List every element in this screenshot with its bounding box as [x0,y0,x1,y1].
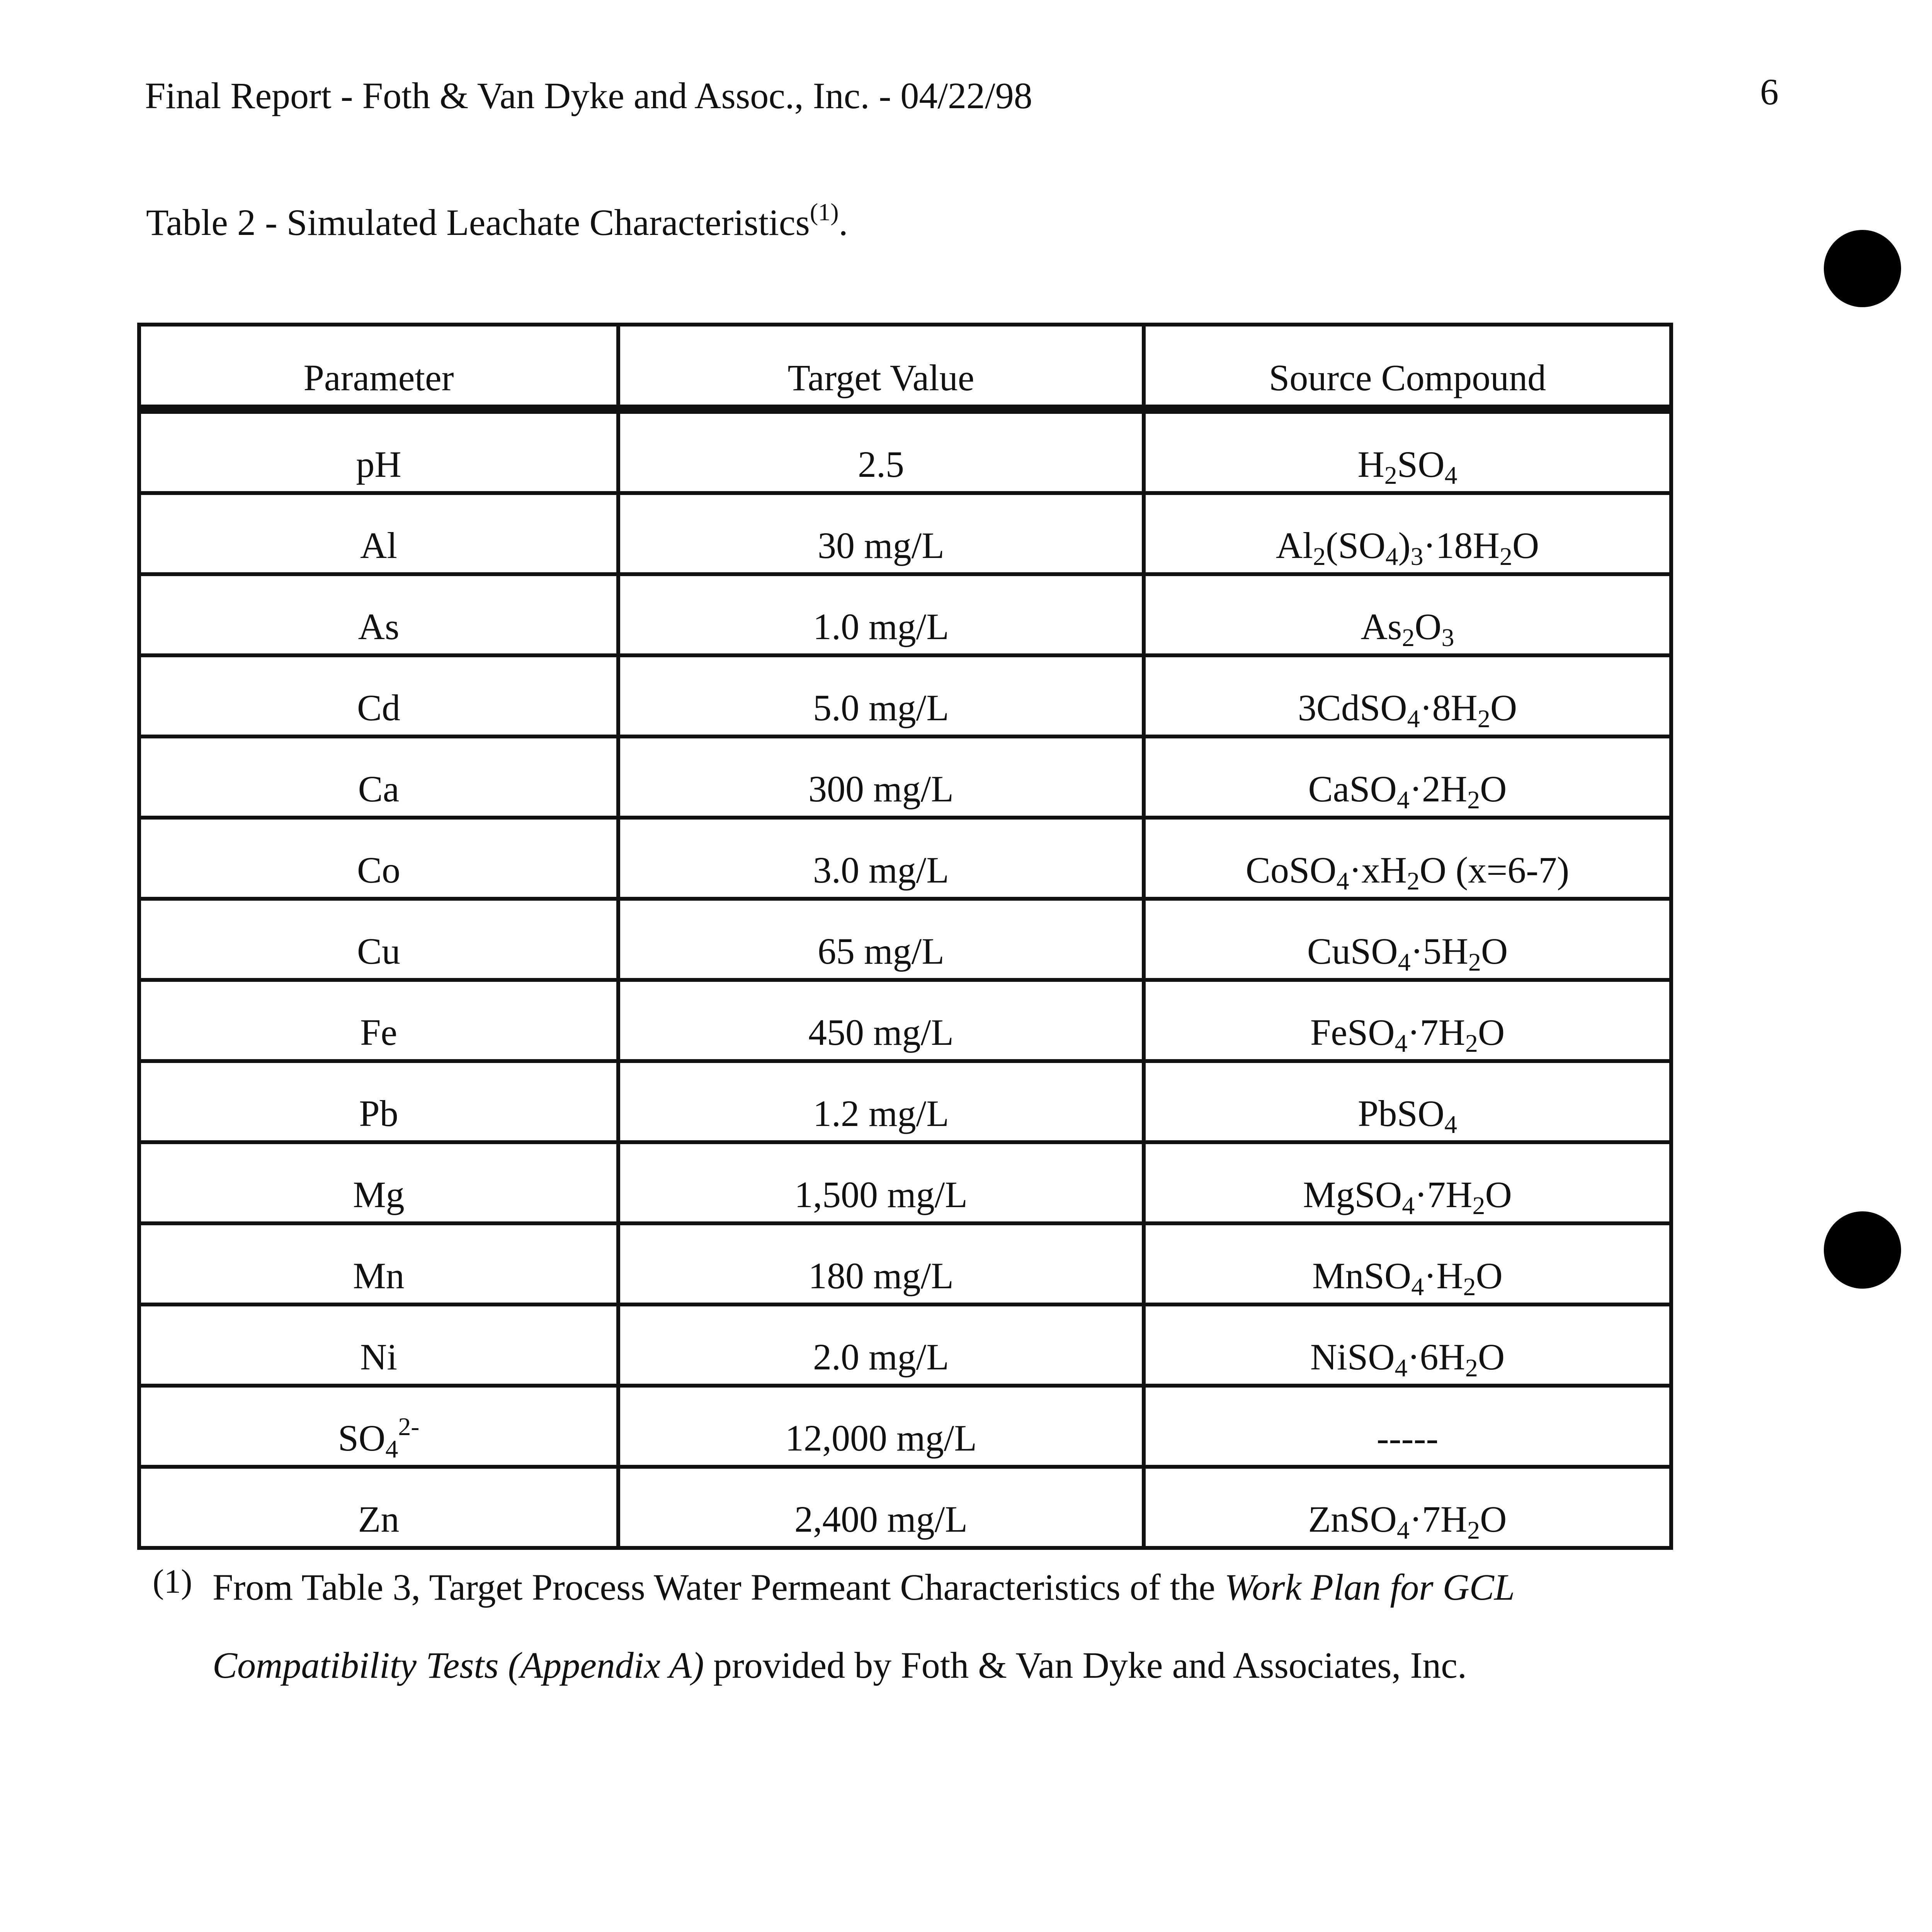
header-source-compound: Source Compound [1144,325,1671,409]
table-row [139,899,1671,980]
target-value-cell: 450 mg/L [618,980,1144,1061]
target-value-cell: 30 mg/L [618,493,1144,574]
source-compound-cell: $FeSO_4\cdot 7H_2O$ [1144,980,1671,1061]
table-row [139,409,1671,493]
table-row [139,1223,1671,1304]
table-body [139,409,1671,1548]
target-value-cell: 12,000 mg/L [618,1386,1144,1467]
parameter-cell: As [139,574,618,655]
caption-period: . [838,202,848,243]
source-compound-cell: $H_2SO_4$ [1144,409,1671,493]
parameter-cell: Cu [139,899,618,980]
target-value-cell: 3.0 mg/L [618,818,1144,899]
footnote-italic-1: Work Plan for GCL [1225,1566,1515,1608]
table-row [139,1142,1671,1223]
table-row [139,736,1671,818]
source-compound-cell: $CuSO_4\cdot 5H_2O$ [1144,899,1671,980]
table-row [139,655,1671,736]
parameter-cell: Ca [139,736,618,818]
parameter-cell: $SO_4^{2-}$ [139,1386,618,1467]
source-compound-cell: $CaSO_4\cdot 2H_2O$ [1144,736,1671,818]
source-compound-cell: $3CdSO_4\cdot 8H_2O$ [1144,655,1671,736]
parameter-cell: Zn [139,1467,618,1548]
parameter-cell: Ni [139,1304,618,1386]
source-compound-cell: $CoSO_4\cdot xH_2O$ (x=6-7) [1144,818,1671,899]
target-value-cell: 2,400 mg/L [618,1467,1144,1548]
parameter-cell: Mn [139,1223,618,1304]
header-parameter: Parameter [139,325,618,409]
table-caption [146,198,848,243]
table-row [139,818,1671,899]
table-header-row [139,325,1671,409]
parameter-cell: Fe [139,980,618,1061]
target-value-cell: 180 mg/L [618,1223,1144,1304]
source-compound-cell: $NiSO_4\cdot 6H_2O$ [1144,1304,1671,1386]
binder-hole-top [1824,230,1901,307]
target-value-cell: 2.5 [618,409,1144,493]
table-caption-text: Table 2 - Simulated Leachate Characteristics [146,202,810,243]
footnote-line-2 [213,1647,1467,1684]
target-value-cell: 300 mg/L [618,736,1144,818]
target-value-cell: 1.0 mg/L [618,574,1144,655]
target-value-cell: 1,500 mg/L [618,1142,1144,1223]
leachate-table [137,323,1673,1550]
parameter-cell: Co [139,818,618,899]
source-compound-cell: $MnSO_4\cdot H_2O$ [1144,1223,1671,1304]
footnote-text-1: From Table 3, Target Process Water Permeant Characteristics of the [213,1566,1225,1608]
source-compound-cell: $MgSO_4\cdot 7H_2O$ [1144,1142,1671,1223]
table-row [139,574,1671,655]
report-header: Final Report - Foth & Van Dyke and Assoc., Inc. - 04/22/98 [145,75,1032,116]
source-compound-cell: PbSO$_4$ [1144,1061,1671,1142]
target-value-cell: 65 mg/L [618,899,1144,980]
parameter-cell: Mg [139,1142,618,1223]
caption-footnote-ref: (1) [810,198,839,226]
page-number: 6 [1760,71,1779,112]
source-compound-cell: $As_2O_3$ [1144,574,1671,655]
target-value-cell: 5.0 mg/L [618,655,1144,736]
target-value-cell: 2.0 mg/L [618,1304,1144,1386]
table-row [139,1304,1671,1386]
parameter-cell: Cd [139,655,618,736]
source-compound-cell: $Al_2(SO_4)_3\cdot 18H_2O$ [1144,493,1671,574]
parameter-cell: pH [139,409,618,493]
table-row [139,1061,1671,1142]
source-compound-cell: ----- [1144,1386,1671,1467]
table-row [139,1467,1671,1548]
parameter-cell: Al [139,493,618,574]
target-value-cell: 1.2 mg/L [618,1061,1144,1142]
table-row [139,493,1671,574]
footnote-line-1 [213,1566,1515,1608]
footnote-text-2: provided by Foth & Van Dyke and Associates, Inc. [704,1645,1467,1686]
table-row [139,980,1671,1061]
source-compound-cell: $ZnSO_4\cdot 7H_2O$ [1144,1467,1671,1548]
footnote-marker: (1) [153,1563,192,1600]
table-row [139,1386,1671,1467]
footnote-italic-2: Compatibility Tests (Appendix A) [213,1645,704,1686]
parameter-cell: Pb [139,1061,618,1142]
header-target-value: Target Value [618,325,1144,409]
binder-hole-middle [1824,1211,1901,1289]
